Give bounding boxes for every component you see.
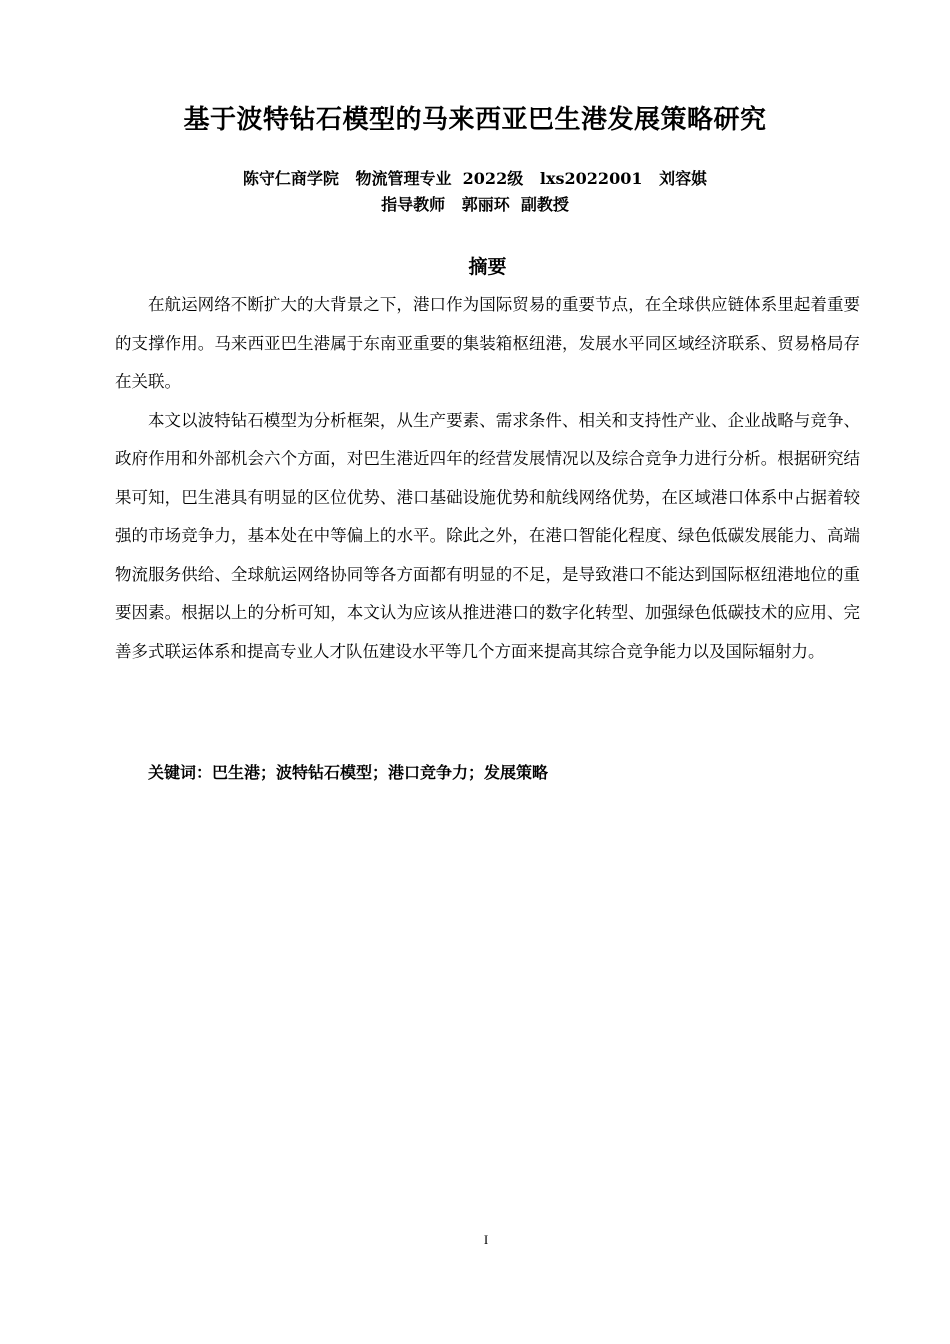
abstract-body xyxy=(115,286,860,671)
author-info-line: 陈守仁商学院 物流管理专业 2022级 lxs2022001 刘容娸 xyxy=(242,169,708,188)
keywords-line: 关键词：巴生港；波特钻石模型；港口竞争力；发展策略 xyxy=(148,763,549,782)
advisor-info-line: 指导教师 郭丽环 副教授 xyxy=(381,195,569,214)
abstract-paragraph: 在航运网络不断扩大的大背景之下，港口作为国际贸易的重要节点，在全球供应链体系里起着重要的支撑作用。马来西亚巴生港属于东南亚重要的集装箱枢纽港，发展水平同区域经济联系、贸易格局存在关联。 xyxy=(115,295,860,391)
paper-title: 基于波特钻石模型的马来西亚巴生港发展策略研究 xyxy=(183,105,767,135)
abstract-heading: 摘要 xyxy=(468,256,507,278)
abstract-paragraph: 本文以波特钻石模型为分析框架，从生产要素、需求条件、相关和支持性产业、企业战略与竞争、政府作用和外部机会六个方面，对巴生港近四年的经营发展情况以及综合竞争力进行分析。根据研究结果可知，巴生港具有明显的区位优势、港口基础设施优势和航线网络优势，在区域港口体系中占据着较强的市场竞争力，基本处在中等偏上的水平。除此之外，在港口智能化程度、绿色低碳发展能力、高端物流服务供给、全球航运网络协同等各方面都有明显的不足，是导致港口不能达到国际枢纽港地位的重要因素。根据以上的分析可知，本文认为应该从推进港口的数字化转型、加强绿色低碳技术的应用、完善多式联运体系和提高专业人才队伍建设水平等几个方面来提高其综合竞争能力以及国际辐射力。 xyxy=(115,410,860,661)
page-number: I xyxy=(483,1232,489,1247)
